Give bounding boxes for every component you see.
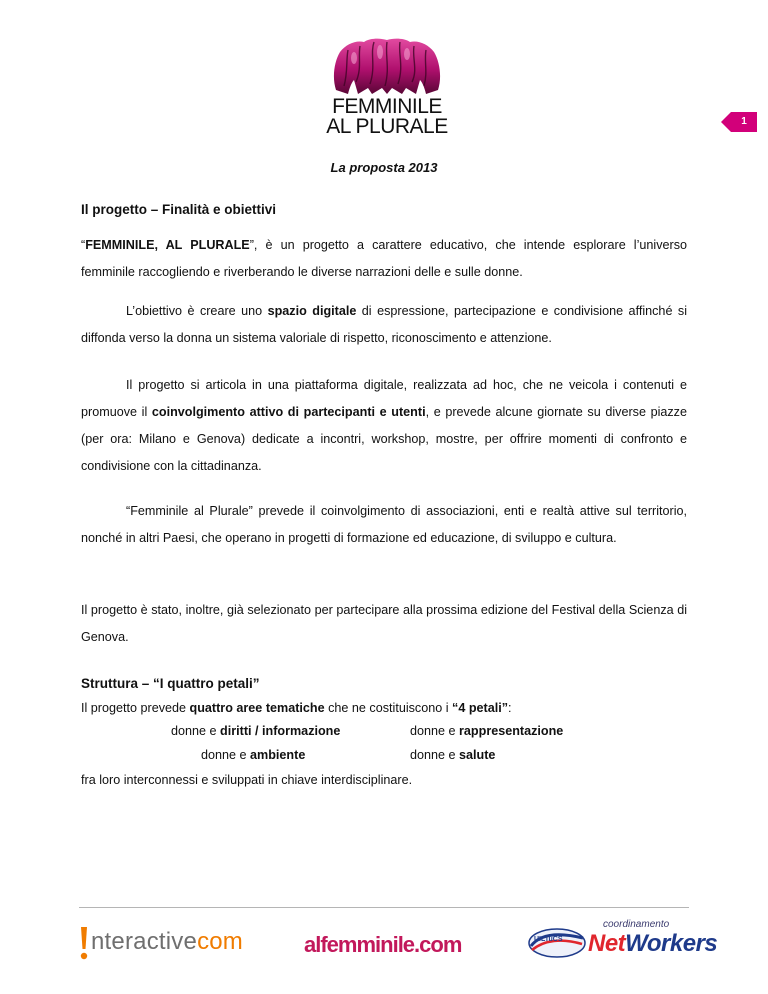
networkers-logo (528, 918, 718, 962)
petal-item-diritti: donne e diritti / informazione (171, 724, 341, 738)
paragraph-obiettivo: L’obiettivo è creare uno spazio digitale di espressione, partecipazione e condivisione affinché si diffonda verso la donna un sistema valoriale di rispetto, riconoscimento e attenzione. (81, 304, 688, 345)
section-heading-progetto: Il progetto – Finalità e obiettivi (81, 202, 277, 217)
alfemminile-logo (304, 932, 461, 962)
paragraph-petali-intro: Il progetto prevede quattro aree tematiche che ne costituiscono i “4 petali”: (81, 701, 512, 715)
networkers-workers: Workers (625, 930, 718, 957)
paragraph-intro: “FEMMINILE, AL PLURALE”, è un progetto a carattere educativo, che intende esplorare l’universo femminile raccogliendo e riverberando le diverse narrazioni delle e sulle donne. (81, 238, 687, 279)
exclamation-icon (79, 925, 89, 961)
petal-item-ambiente: donne e ambiente (201, 748, 306, 762)
petal-item-salute: donne e salute (410, 748, 496, 762)
interactivecom-text: nteractive (91, 928, 198, 955)
footer-divider (79, 907, 689, 908)
paragraph-coinvolgimento: “Femminile al Plurale” prevede il coinvolgimento di associazioni, enti e realtà attive sul territorio, nonché in altri Paesi, che operano in progetti di formazione ed educazione, di sviluppo e cultura. (81, 504, 687, 545)
logo-line1: FEMMINILE (332, 95, 442, 118)
document-subtitle: La proposta 2013 (330, 160, 438, 175)
interactivecom-com: com (197, 928, 244, 955)
faces-emblem (330, 38, 444, 96)
femminile-al-plurale-logo (312, 38, 462, 138)
paragraph-petali-outro: fra loro interconnessi e sviluppati in chiave interdisciplinare. (81, 773, 413, 787)
networkers-net: Net (588, 930, 626, 957)
logo-line2: AL PLURALE (326, 115, 448, 138)
uiltucs-text: UILTuCS (534, 936, 563, 943)
interactivecom-logo (79, 925, 244, 961)
paragraph-piattaforma: Il progetto si articola in una piattaforma digitale, realizzata ad hoc, che ne veicola i contenuti e promuove il coinvolgimento attivo di partecipanti e utenti, e prevede alcune giornate su diverse piazze (per ora: Milano e Genova) dedicate a incontri, workshop, mostre, per offrire momenti di confronto e condivisione con la cittadinanza. (81, 378, 687, 473)
coordinamento-text: coordinamento (603, 919, 670, 930)
paragraph-festival: Il progetto è stato, inoltre, già selezionato per partecipare alla prossima edizione del Festival della Scienza di Genova. (81, 603, 687, 644)
alfemminile-text: alfemminile.com (304, 932, 462, 957)
page-number-tab[interactable] (721, 112, 757, 132)
uiltucs-emblem-icon (528, 928, 586, 958)
petal-item-rappresentazione: donne e rappresentazione (410, 724, 564, 738)
section-heading-struttura: Struttura – “I quattro petali” (81, 676, 260, 691)
page-number: 1 (741, 116, 747, 127)
